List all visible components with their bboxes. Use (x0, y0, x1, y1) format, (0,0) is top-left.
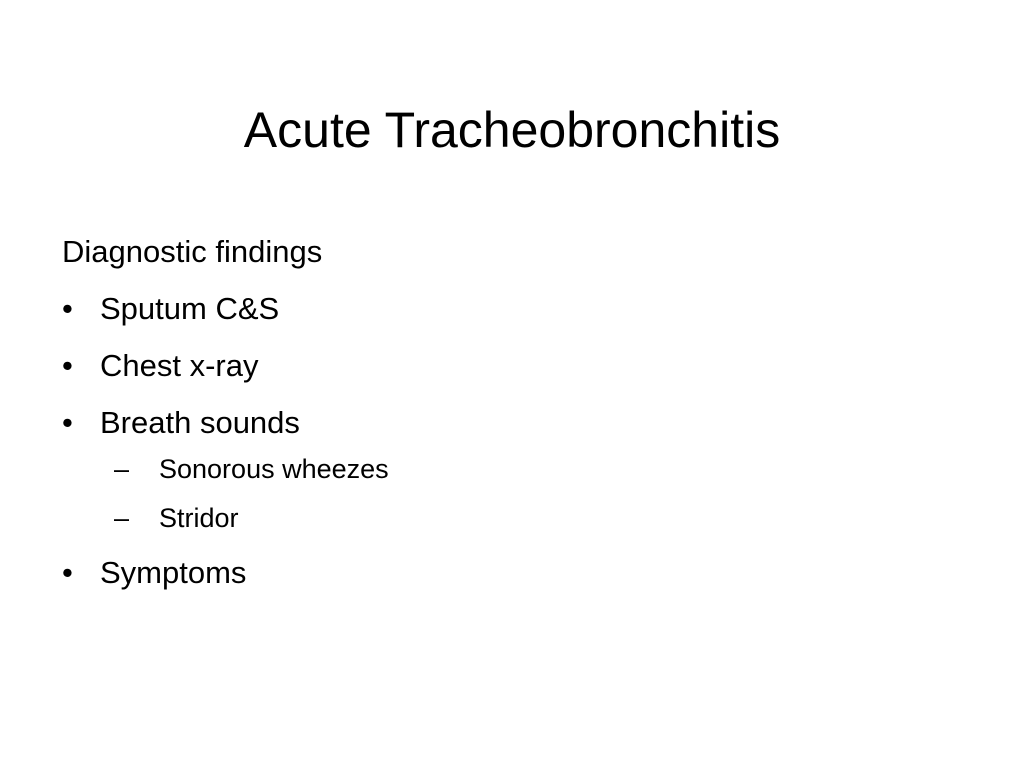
sub-bullet-label: Stridor (159, 503, 239, 533)
bullet-item-symptoms (62, 551, 962, 595)
slide-title: Acute Tracheobronchitis (243, 102, 781, 158)
bullet-label: Breath sounds (100, 405, 300, 440)
bullet-label: Chest x-ray (100, 348, 259, 383)
bullet-marker: • (62, 405, 73, 440)
bullet-item-breath-sounds (62, 401, 962, 538)
sub-bullet-item-stridor (114, 498, 962, 538)
sub-bullet-list (100, 449, 962, 538)
bullet-marker: • (62, 348, 73, 383)
sub-bullet-item-wheezes (114, 449, 962, 489)
bullet-list (62, 287, 962, 595)
bullet-label: Sputum C&S (100, 291, 280, 326)
slide-body (62, 230, 962, 608)
bullet-marker: • (62, 291, 73, 326)
bullet-label: Symptoms (100, 555, 247, 590)
intro-text: Diagnostic findings (62, 234, 323, 269)
sub-bullet-label: Sonorous wheezes (159, 454, 389, 484)
sub-bullet-marker: – (114, 454, 130, 484)
sub-bullet-marker: – (114, 503, 130, 533)
bullet-item-sputum (62, 287, 962, 331)
bullet-marker: • (62, 555, 73, 590)
bullet-item-chest-xray (62, 344, 962, 388)
